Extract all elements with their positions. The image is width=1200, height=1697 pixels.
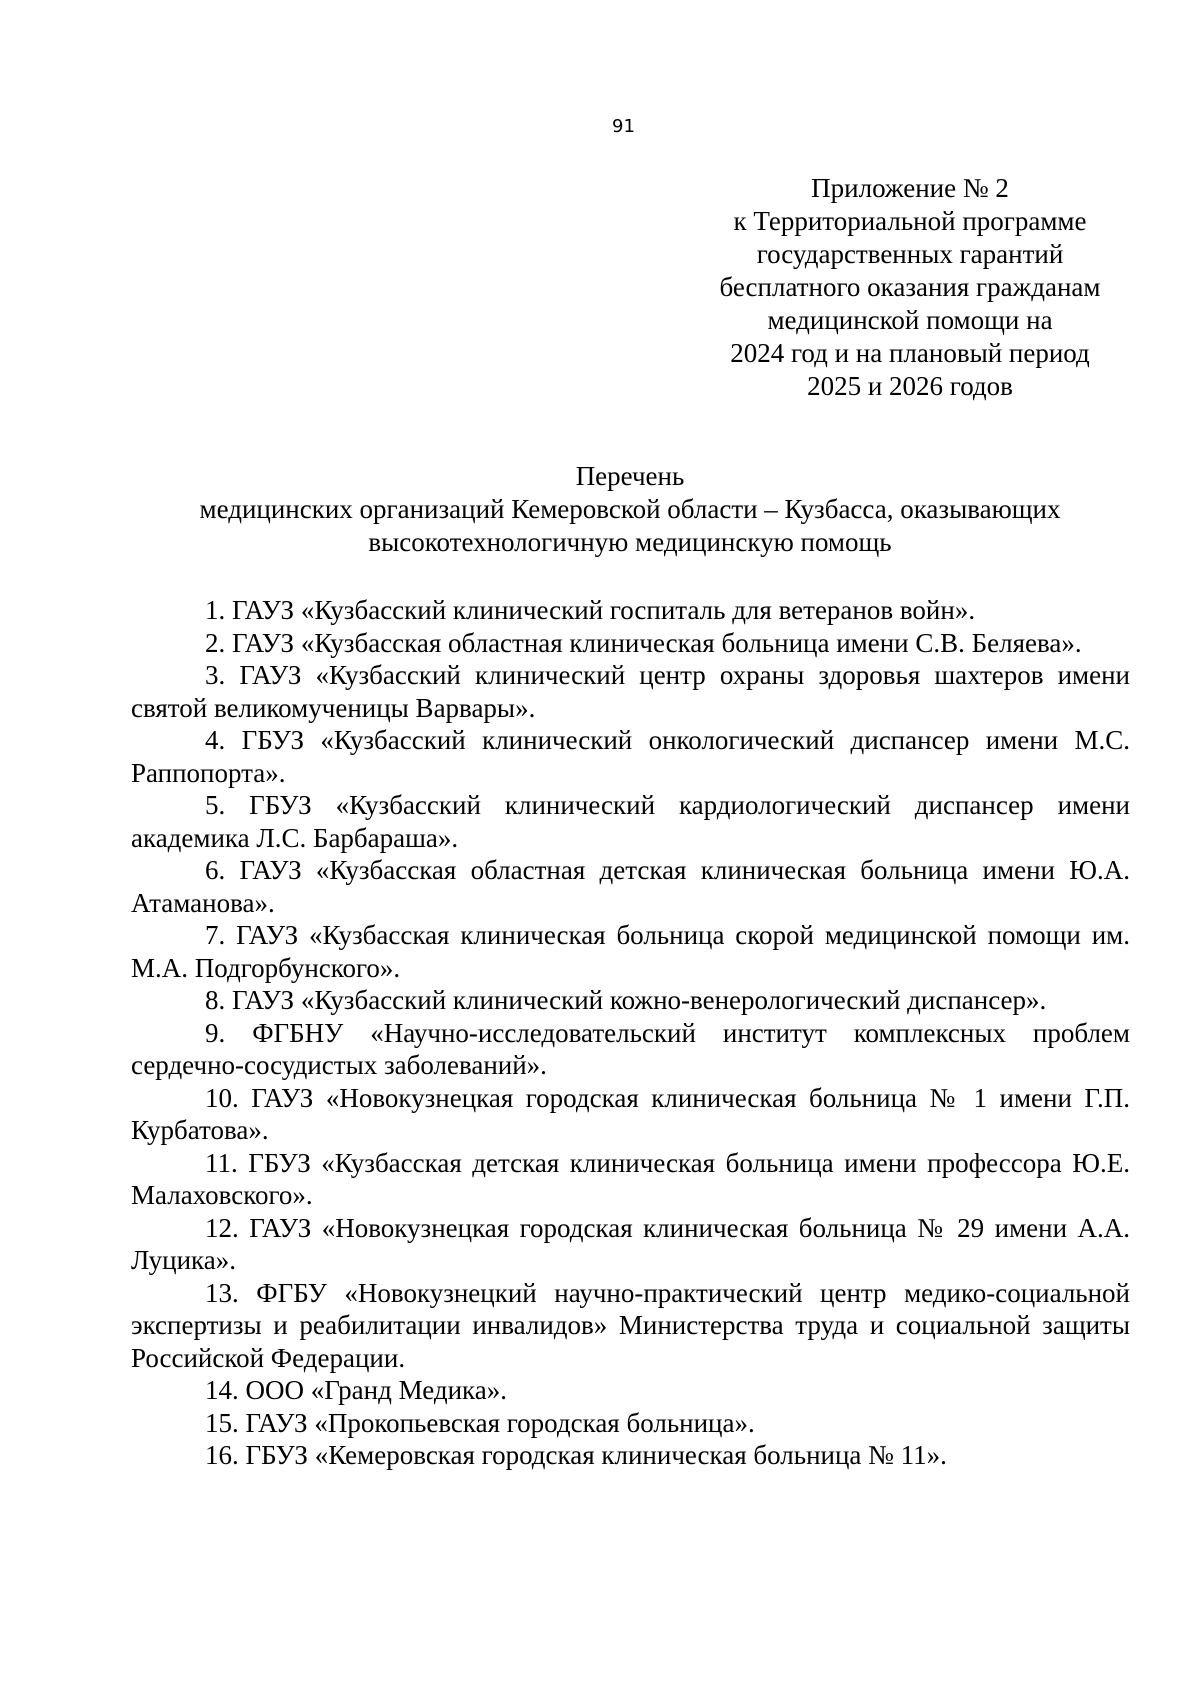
appendix-line: государственных гарантий	[756, 239, 1064, 269]
appendix-line: бесплатного оказания гражданам	[719, 272, 1101, 302]
title-line: медицинских организаций Кемеровской области – Кузбасса, оказывающих	[199, 494, 1061, 524]
organization-item: 15. ГАУЗ «Прокопьевская городская больница».	[205, 1407, 755, 1438]
appendix-line: 2025 и 2026 годов	[807, 371, 1013, 401]
organization-item: 3. ГАУЗ «Кузбасский клинический центр охраны здоровья шахтеров имени святой великомученицы Варвары».	[131, 660, 1130, 723]
organization-item: 6. ГАУЗ «Кузбасская областная детская клиническая больница имени Ю.А. Атаманова».	[131, 855, 1130, 918]
page-number: 91	[612, 116, 635, 137]
organization-item: 11. ГБУЗ «Кузбасская детская клиническая больница имени профессора Ю.Е. Малаховского».	[131, 1147, 1130, 1210]
organization-item: 1. ГАУЗ «Кузбасский клинический госпиталь для ветеранов войн».	[205, 595, 976, 625]
appendix-line: к Территориальной программе	[733, 206, 1087, 236]
organization-list	[131, 594, 1130, 1472]
organization-item: 9. ФГБНУ «Научно-исследовательский институт комплексных проблем сердечно-сосудистых заболеваний».	[131, 1017, 1130, 1080]
appendix-line: медицинской помощи на	[767, 305, 1053, 335]
title-line: Перечень	[575, 461, 685, 491]
organization-item: 4. ГБУЗ «Кузбасский клинический онкологический диспансер имени М.С. Раппопорта».	[131, 725, 1130, 788]
appendix-line: 2024 год и на плановый период	[730, 338, 1090, 368]
organization-item: 10. ГАУЗ «Новокузнецкая городская клиническая больница № 1 имени Г.П. Курбатова».	[131, 1082, 1130, 1145]
organization-item: 5. ГБУЗ «Кузбасский клинический кардиологический диспансер имени академика Л.С. Барбараша».	[131, 790, 1130, 853]
title-line: высокотехнологичную медицинскую помощь	[368, 527, 892, 557]
organization-item: 13. ФГБУ «Новокузнецкий научно-практический центр медико-социальной экспертизы и реабилитации инвалидов» Министерства труда и социальной защиты Российской Федерации.	[131, 1277, 1130, 1373]
appendix-line: Приложение № 2	[811, 173, 1009, 203]
organization-item: 2. ГАУЗ «Кузбасская областная клиническая больница имени С.В. Беляева».	[205, 627, 1082, 658]
organization-item: 14. ООО «Гранд Медика».	[205, 1375, 507, 1405]
organization-item: 7. ГАУЗ «Кузбасская клиническая больница скорой медицинской помощи им. М.А. Подгорбунского».	[131, 920, 1130, 983]
document-title	[130, 460, 1130, 559]
organization-item: 16. ГБУЗ «Кемеровская городская клиническая больница № 11».	[205, 1440, 947, 1470]
appendix-heading	[705, 172, 1115, 403]
organization-item: 8. ГАУЗ «Кузбасский клинический кожно-венерологический диспансер».	[205, 985, 1047, 1015]
organization-item: 12. ГАУЗ «Новокузнецкая городская клиническая больница № 29 имени А.А. Луцика».	[131, 1212, 1130, 1275]
